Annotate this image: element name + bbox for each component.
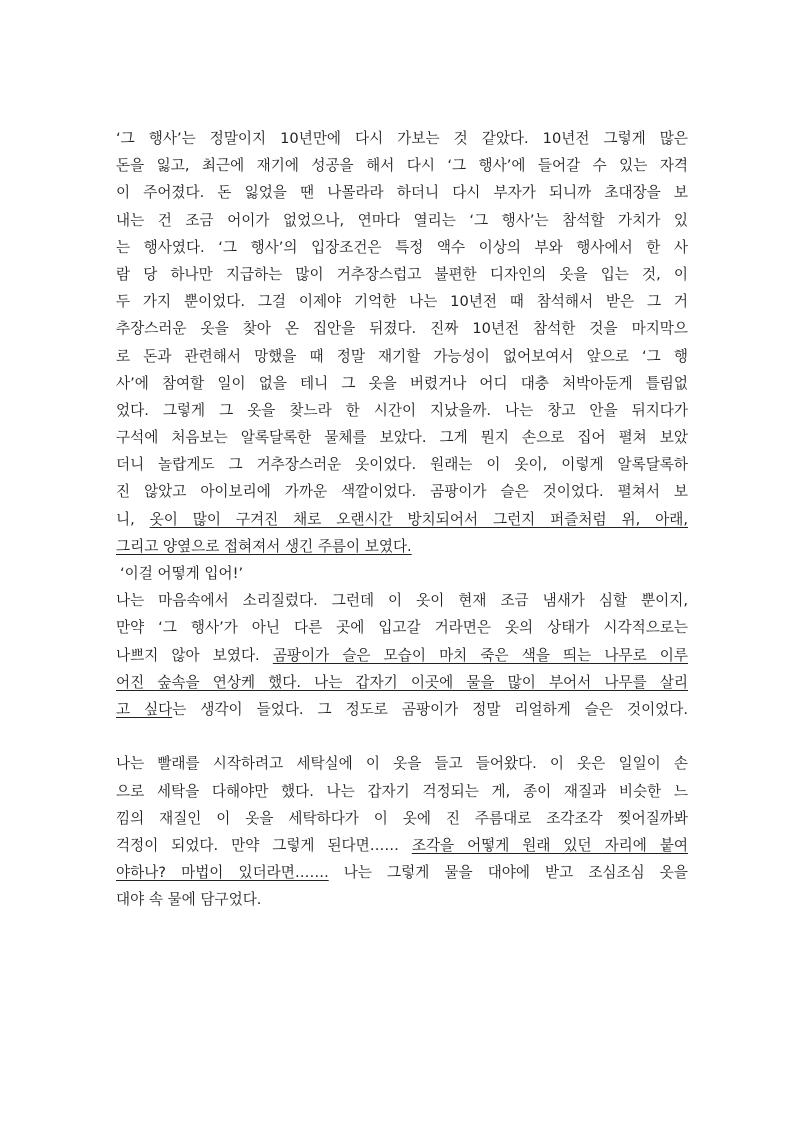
text-line xyxy=(116,642,688,669)
text-line: 내는 건 조금 어이가 없었으나, 연마다 열리는 ‘그 행사’는 참석할 가치가 있 xyxy=(116,211,688,229)
paragraph-3 xyxy=(116,750,688,913)
text-line: ‘그 행사’는 정말이지 10년만에 다시 가보는 것 같았다. 10년전 그렇게 많은 xyxy=(116,130,688,147)
underlined-text: 조각을 어떻게 원래 있던 자리에 붙여 xyxy=(411,836,688,854)
text-line: 더니 놀랍게도 그 거추장스러운 옷이었다. 원래는 이 옷이, 이렇게 알록달록하 xyxy=(116,456,688,474)
text-line: 는 행사였다. ‘그 행사’의 입장조건은 특정 액수 이상의 부와 행사에서 한 사 xyxy=(116,238,688,256)
underlined-text: 야하나? 마법이 있더라면……. xyxy=(116,864,329,882)
text-line: 낌의 재질인 이 옷을 세탁하다가 이 옷에 진 주름대로 조각조각 찢어질까봐 xyxy=(116,809,688,827)
text-line: 으로 세탁을 다해야만 했다. 나는 갑자기 걱정되는 게, 종이 재질과 비슷한 느 xyxy=(116,782,688,800)
paragraph-1 xyxy=(116,125,688,560)
document-page xyxy=(116,125,688,913)
paragraph-2 xyxy=(116,587,688,723)
text-line: 이 주어졌다. 돈 잃었을 땐 나몰라라 하더니 다시 부자가 되니까 초대장을 보 xyxy=(116,184,688,202)
text-line xyxy=(116,533,688,560)
underlined-text: 고 싶다 xyxy=(116,700,173,718)
underlined-text: 그리고 양옆으로 접혀져서 생긴 주름이 보였다. xyxy=(116,537,412,555)
text-span: 나쁘지 않아 보였다. xyxy=(116,646,273,664)
text-span: 나는 그렇게 물을 대야에 받고 조심조심 옷을 xyxy=(328,864,688,882)
text-line xyxy=(116,506,688,533)
paragraph-gap xyxy=(116,723,688,750)
text-line xyxy=(116,832,688,859)
text-line: 만약 ‘그 행사’가 아닌 다른 곳에 입고갈 거라면은 옷의 상태가 시각적으로는 xyxy=(116,619,688,637)
text-line: 구석에 처음보는 알록달록한 물체를 보았다. 그게 뭔지 손으로 집어 펼쳐 보았 xyxy=(116,429,688,447)
text-span: 걱정이 되었다. 만약 그렇게 된다면…… xyxy=(116,836,412,854)
text-line: 두 가지 뿐이었다. 그걸 이제야 기억한 나는 10년전 때 참석해서 받은 그 거 xyxy=(116,293,688,311)
text-line: 로 돈과 관련해서 망했을 때 정말 재기할 가능성이 없어보여서 앞으로 ‘그 행 xyxy=(116,347,688,365)
text-line: 나는 빨래를 시작하려고 세탁실에 이 옷을 들고 들어왔다. 이 옷은 일일이 손 xyxy=(116,755,688,773)
text-span: 니, xyxy=(116,510,150,528)
text-line: 사’에 참여할 일이 없을 테니 그 옷을 버렸거나 어디 대충 처박아둔게 틀림없 xyxy=(116,374,688,392)
text-span: 는 생각이 들었다. 그 정도로 곰팡이가 정말 리얼하게 슬은 것이었다. xyxy=(172,700,688,718)
text-line: 었다. 그렇게 그 옷을 찾느라 한 시간이 지났을까. 나는 창고 안을 뒤지다가 xyxy=(116,401,688,419)
underlined-text: 어진 숲속을 연상케 했다. 나는 갑자기 이곳에 물을 많이 부어서 나무를 살리 xyxy=(116,673,688,691)
text-line xyxy=(116,696,688,723)
text-line: 진 않았고 아이보리에 가까운 색깔이었다. 곰팡이가 슬은 것이었다. 펼쳐서 보 xyxy=(116,483,688,501)
text-line: 나는 마음속에서 소리질렀다. 그런데 이 옷이 현재 조금 냄새가 심할 뿐이지, xyxy=(116,592,688,610)
quote-line: ‘이걸 어떻게 입어!’ xyxy=(120,565,244,582)
text-line: 람 당 하나만 지급하는 많이 거추장스럽고 불편한 디자인의 옷을 입는 것, 이 xyxy=(116,265,688,283)
underlined-text: 옷이 많이 구겨진 채로 오랜시간 방치되어서 그런지 퍼즐처럼 위, 아래, xyxy=(149,510,688,528)
text-line xyxy=(116,669,688,696)
text-line: 돈을 잃고, 최근에 재기에 성공을 해서 다시 ‘그 행사’에 들어갈 수 있는 자격 xyxy=(116,157,688,175)
text-line: 추장스러운 옷을 찾아 온 집안을 뒤졌다. 진짜 10년전 참석한 것을 마지막으 xyxy=(116,320,688,338)
underlined-text: 곰팡이가 슬은 모습이 마치 죽은 색을 띄는 나무로 이루 xyxy=(272,646,688,664)
text-line xyxy=(116,859,688,886)
text-line: 대야 속 물에 담구었다. xyxy=(116,891,262,909)
